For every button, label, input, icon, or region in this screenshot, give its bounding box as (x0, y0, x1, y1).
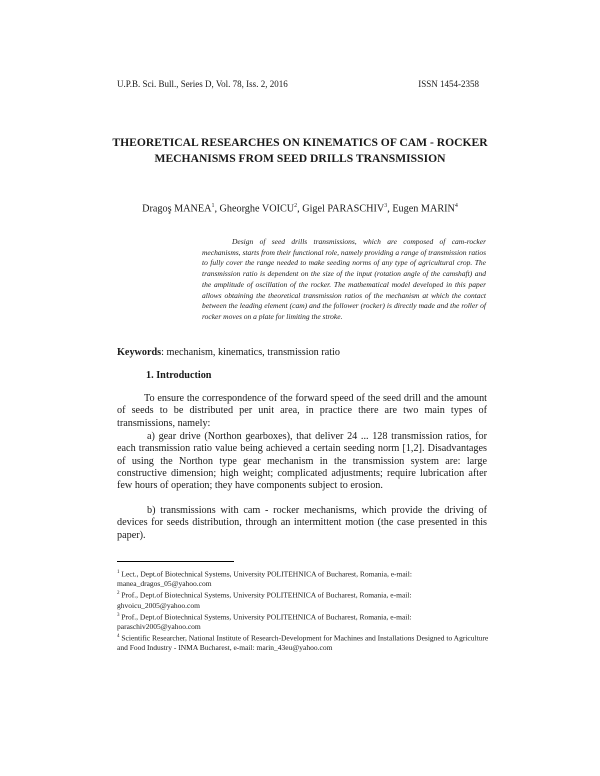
footnote-text: Lect., Dept.of Biotechnical Systems, University POLITEHNICA of Bucharest, Romania, e-mail: manea_dragos_05@yahoo.com (117, 569, 412, 589)
abstract: Design of seed drills transmissions, which are composed of cam-rocker mechanisms, starts from their functional role, namely providing a range of transmission ratios to fully cover the range needed to make seeding norms of any type of agricultural crop. The transmission ratio is dependent on the size of the input (rotation angle of the camshaft) and the amplitude of oscillation of the rocker. The mathematical model developed in this paper allows obtaining the theoretical transmission ratios of the mechanism at which the contact between the leading element (cam) and the follower (rocker) is directly made and the roller of rocker moves on a plate for limiting the stroke. (202, 237, 486, 321)
footnote-mark: 3 (117, 612, 120, 618)
body-paragraph: To ensure the correspondence of the forward speed of the seed drill and the amount of seeds to be distributed per unit area, in practice there are two main types of transmissions, namely: (117, 393, 487, 429)
author-name: Gigel PARASCHIV (302, 203, 385, 215)
author-affiliation-mark: 4 (454, 203, 458, 209)
author-affiliation-mark: 2 (294, 203, 298, 209)
footnote-mark: 4 (117, 633, 120, 639)
footnote-text: Scientific Researcher, National Institute of Research-Development for Machines and Installations Designed to Agriculture and Food Industry - INMA Bucharest, e-mail: marin_43eu@yahoo.com (117, 633, 489, 653)
footnotes (117, 568, 489, 653)
section-heading-introduction: 1. Introduction (146, 370, 212, 381)
keywords (117, 347, 487, 358)
author-name: Eugen MARIN (392, 203, 455, 215)
footnote-mark: 2 (117, 591, 120, 597)
footnote-mark: 1 (117, 570, 120, 575)
footnote-text: Prof., Dept.of Biotechnical Systems, University POLITEHNICA of Bucharest, Romania, e-mail: ghvoicu_2005@yahoo.com (117, 590, 412, 610)
author-affiliation-mark: 3 (384, 203, 388, 209)
footnote-text: Prof., Dept.of Biotechnical Systems, University POLITEHNICA of Bucharest, Romania, e-mail: paraschiv2005@yahoo.com (117, 612, 412, 632)
author-name: Gheorghe VOICU (219, 203, 295, 215)
issn: ISSN 1454-2358 (418, 79, 479, 89)
footnote (117, 611, 489, 632)
body-paragraph: b) transmissions with cam - rocker mechanisms, which provide the driving of devices for seeds distribution, through an intermittent motion (the case presented in this paper). (117, 505, 487, 541)
running-header (117, 79, 479, 89)
footnote (117, 568, 489, 589)
footnote (117, 589, 489, 610)
body-paragraph: a) gear drive (Northon gearboxes), that deliver 24 ... 128 transmission ratios, for each transmission ratio value being achieved a certain seeding norm [1,2]. Disadvantages of using the Northon type gear mechanism in the transmission system are: large constructive dimension; high weight; complicated adjustments; require lubrication after few hours of operation; they have components subject to erosion. (117, 431, 487, 492)
author-list: Dragoş MANEA$^1$, Gheorghe VOICU$^2$, Gigel PARASCHIV$^3$, Eugen MARIN$^4$ (142, 203, 458, 215)
paper-title: THEORETICAL RESEARCHES ON KINEMATICS OF CAM - ROCKER MECHANISMS FROM SEED DRILLS TRANSMISSION (112, 136, 488, 165)
author-name: Dragoş MANEA (142, 203, 212, 215)
footnote (117, 632, 489, 653)
keywords-text: : mechanism, kinematics, transmission ratio (161, 347, 340, 358)
journal-citation: U.P.B. Sci. Bull., Series D, Vol. 78, Iss. 2, 2016 (117, 79, 288, 89)
author-affiliation-mark: 1 (211, 203, 215, 209)
footnote-divider (117, 561, 234, 562)
keywords-label: Keywords (117, 347, 162, 358)
